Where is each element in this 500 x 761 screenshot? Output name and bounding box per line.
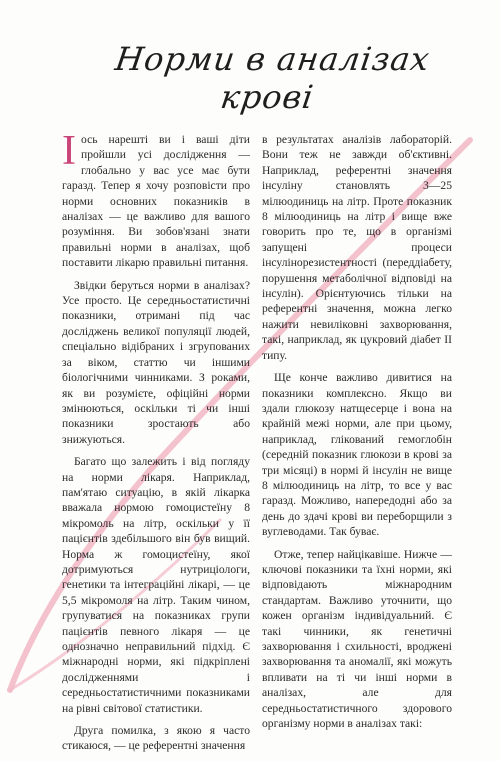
paragraph: Отже, тепер найцікавіше. Нижче — ключові показники та їхні норми, які відповідають міжнародним стандартам. Важливо уточнити, що кожен організм індивідуальний. Є такі чинники, як генетичні захворювання і схильності, вроджені захворювання та аномалії, які можуть впливати на ті чи інші норми в аналізах, але для середньостатистичного здорового організму норми в аналізах такі: (262, 547, 452, 731)
drop-cap: І (62, 128, 76, 174)
paragraph (62, 128, 250, 271)
paragraph: Багато що залежить і від погляду на норми лікаря. Наприклад, пам'ятаю ситуацію, в якій лікарка вважала нормою гомоцистеїну 8 мікромоль на літр, оскільки у її пацієнтів здебільшого він був вищий. Норма ж гомоцистеїну, якої дотримуються нутриціологи, генетики та інтеграційні лікарі, — це 5,5 мікромоля на літр. Таким чином, групуватися на показниках групи пацієнтів певного лікаря — це однозначно неправильний підхід. Є міжнародні норми, які підкріплені дослідженнями і середньостатистичними показниками на рівні світової статистики. (62, 455, 250, 715)
paragraph-text: ось нарешті ви і ваші діти пройшли усі дослідження — глобально у вас усе має бути гаразд. Тепер я хочу розповісти про норми основних показників в аналізах — це важливо для вашого розуміння. Ви зобов'язані знати правильні норми в аналізах, щоб поставити лікарю правильні питання. (62, 133, 250, 270)
paragraph: Звідки беруться норми в аналізах? Усе просто. Це середньостатистичні показники, отримані під час досліджень великої популяції людей, спеціально відібраних і згрупованих за віком, статтю чи іншими біологічними чинниками. З роками, як ви розумієте, офіційні норми змінюються, оскільки ті чи інші показники зростають або знижуються. (62, 278, 250, 446)
chapter-title (90, 30, 450, 116)
paragraph: Друга помилка, з якою я часто стикаюся, — це референтні значення (62, 724, 250, 753)
paragraph: в результатах аналізів лабораторій. Вони теж не завжди об'єктивні. Наприклад, референтні значення інсуліну становлять 3—25 мілюодиниць на літр. Проте показник 8 мілюодиниць на літр і вище вже говорить про те, що в організмі запущені процеси інсулінорезистентності (переддіабету, порушення метаболічної відповіді на інсулін). Орієнтуючись тільки на референтні значення, можна легко нажити невиліковні захворювання, такі, наприклад, як цукровий діабет II типу. (262, 133, 452, 362)
chapter-title-text: Норми в аналізах крові (112, 40, 433, 116)
text-column-right (262, 132, 452, 738)
paragraph: Ще конче важливо дивитися на показники комплексно. Якщо ви здали глюкозу натщесерце і вона на крайній межі норми, але при цьому, наприклад, глікований гемоглобін (середній показник глюкози в крові за три місяці) в нормі й інсулін не вище 8 мілюодиниць на літр, то все у вас гаразд. Можливо, напередодні або за день до здачі крові ви переборщили з вуглеводами. Так буває. (262, 371, 452, 539)
text-column-left (62, 128, 250, 761)
